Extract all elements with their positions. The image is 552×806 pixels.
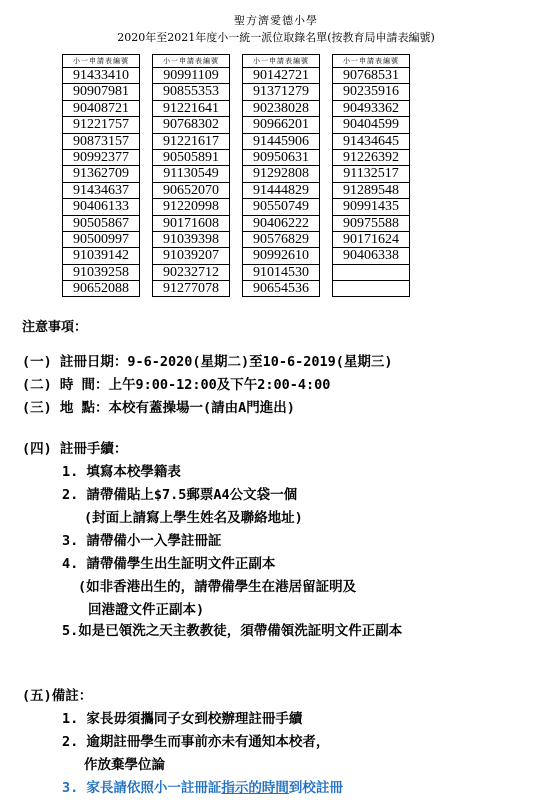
table-cell: 91226392 [333, 150, 409, 166]
table-cell: 90992610 [243, 248, 319, 264]
table-cell: 91132517 [333, 166, 409, 182]
table-cell: 91221617 [153, 134, 229, 150]
table-cell: 90408721 [63, 101, 139, 117]
table-cell: 90966201 [243, 117, 319, 133]
table-cell: 91434637 [63, 183, 139, 199]
table-cell: 90768531 [333, 68, 409, 84]
table-cell: 91277078 [163, 281, 219, 297]
table-cell: 90576829 [243, 232, 319, 248]
registration-venue: (三) 地 點：本校有蓋操場一(請由A門進出) [22, 400, 295, 416]
remark-item: 2. 逾期註冊學生而事前亦未有通知本校者， [62, 734, 330, 750]
table-cell: 90406133 [63, 199, 139, 215]
table-cell: 91292808 [243, 166, 319, 182]
admission-table-3 [242, 54, 320, 297]
table-cell: 90235916 [333, 84, 409, 100]
procedure-step: 4. 請帶備學生出生証明文件正副本 [62, 556, 276, 572]
table-cell: 91039142 [63, 248, 139, 264]
table-cell: 90142721 [243, 68, 319, 84]
table-cell: 90991109 [153, 68, 229, 84]
procedure-note: (如非香港出生的，請帶備學生在港居留証明及 [78, 579, 357, 595]
table-cell: 90550749 [243, 199, 319, 215]
table-cell: 91014530 [243, 265, 319, 281]
procedure-step: 5.如是已領洗之天主教教徒，須帶備領洗証明文件正副本 [62, 623, 403, 639]
admission-table-1 [62, 54, 140, 297]
table-cell: 90232712 [153, 265, 229, 281]
procedure-step: 3. 請帶備小一入學註冊証 [62, 533, 222, 549]
table-cell: 90991435 [333, 199, 409, 215]
table-cell: 90873157 [63, 134, 139, 150]
table-cell: 90171608 [153, 216, 229, 232]
admission-table-2 [152, 54, 230, 297]
table-cell: 91130549 [153, 166, 229, 182]
table-cell: 90652088 [73, 281, 129, 297]
procedure-note: 回港證文件正副本) [88, 602, 205, 618]
procedure-note: (封面上請寫上學生姓名及聯絡地址) [84, 510, 303, 526]
remark-underlined: 指示的時間 [221, 780, 289, 796]
table-cell: 90505891 [153, 150, 229, 166]
remark-item-highlight [62, 776, 343, 796]
table-cell: 90652070 [153, 183, 229, 199]
table-cell: 91434645 [333, 134, 409, 150]
table-cell: 91289548 [333, 183, 409, 199]
procedure-step: 2. 請帶備貼上$7.5郵票A4公文袋一個 [62, 487, 298, 503]
table-cell [333, 265, 409, 281]
table-header: 小一申請表編號 [243, 55, 319, 68]
remark-text: 到校註冊 [288, 780, 343, 796]
table-cell [333, 281, 409, 296]
table-cell: 91039207 [153, 248, 229, 264]
table-cell: 90500997 [63, 232, 139, 248]
table-cell: 91221641 [153, 101, 229, 117]
table-cell: 91039398 [153, 232, 229, 248]
table-cell: 90992377 [63, 150, 139, 166]
notes-heading: 注意事項： [22, 320, 88, 335]
registration-date: (一) 註冊日期：9-6-2020(星期二)至10-6-2019(星期三) [22, 354, 393, 370]
remark-item: 作放棄學位論 [84, 757, 165, 773]
table-cell: 90404599 [333, 117, 409, 133]
table-cell: 91220998 [153, 199, 229, 215]
list-title: 2020年至2021年度小一統一派位取錄名單(按教育局申請表編號) [117, 31, 435, 44]
procedure-step: 1. 填寫本校學籍表 [62, 464, 181, 480]
table-cell: 90238028 [243, 101, 319, 117]
table-cell: 90654536 [253, 281, 309, 297]
table-cell: 91433410 [63, 68, 139, 84]
procedure-heading: (四) 註冊手續： [22, 441, 128, 457]
admission-table-4 [332, 54, 410, 297]
table-cell: 90406338 [333, 248, 409, 264]
table-cell: 90493362 [333, 101, 409, 117]
table-cell: 90855353 [153, 84, 229, 100]
registration-time: (二) 時 間：上午9:00-12:00及下午2:00-4:00 [22, 377, 331, 393]
table-cell: 91444829 [243, 183, 319, 199]
remarks-heading: (五)備註： [22, 688, 93, 704]
table-cell: 91362709 [63, 166, 139, 182]
table-header: 小一申請表編號 [63, 55, 139, 68]
school-name: 聖方濟愛德小學 [234, 14, 318, 27]
table-cell: 91371279 [243, 84, 319, 100]
table-cell: 90907981 [63, 84, 139, 100]
table-cell: 90171624 [333, 232, 409, 248]
remark-text: 3. 家長請依照小一註冊証 [62, 780, 222, 796]
table-cell: 90975588 [333, 216, 409, 232]
table-cell: 90406222 [243, 216, 319, 232]
table-cell: 90950631 [243, 150, 319, 166]
table-cell: 91221757 [63, 117, 139, 133]
table-cell: 90505867 [63, 216, 139, 232]
table-cell: 91445906 [243, 134, 319, 150]
table-header: 小一申請表編號 [333, 55, 409, 68]
remark-item: 1. 家長毋須攜同子女到校辦理註冊手續 [62, 711, 303, 727]
table-cell: 90768302 [153, 117, 229, 133]
table-header: 小一申請表編號 [153, 55, 229, 68]
table-cell: 91039258 [63, 265, 139, 281]
